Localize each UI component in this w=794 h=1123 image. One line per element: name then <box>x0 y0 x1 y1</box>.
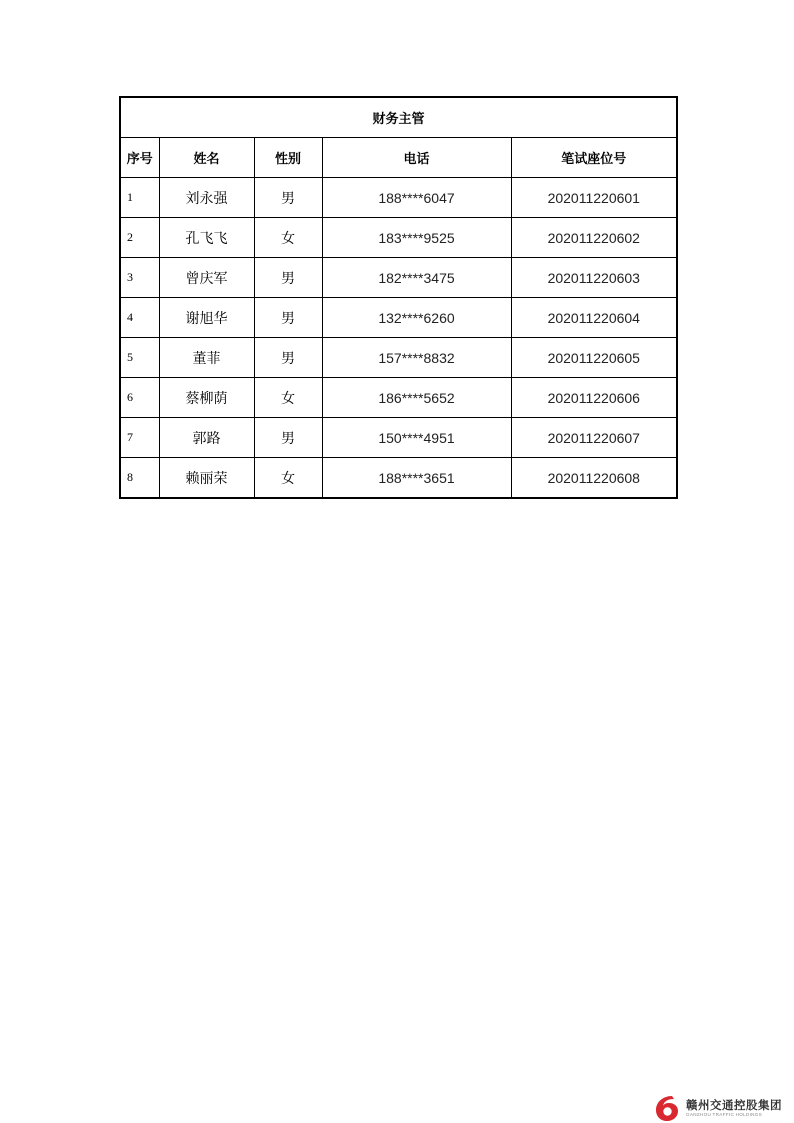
table-title-row <box>120 97 677 138</box>
cell-phone: 150****4951 <box>322 418 511 458</box>
table-row <box>120 378 677 418</box>
company-logo-name: 赣州交通控股集团 <box>686 1098 782 1112</box>
header-name: 姓名 <box>159 138 254 178</box>
cell-phone: 183****9525 <box>322 218 511 258</box>
cell-name: 曾庆军 <box>159 258 254 298</box>
company-logo <box>652 1093 794 1123</box>
cell-index: 5 <box>120 338 159 378</box>
cell-name: 蔡柳荫 <box>159 378 254 418</box>
cell-gender: 女 <box>254 458 322 499</box>
cell-name: 孔飞飞 <box>159 218 254 258</box>
cell-index: 2 <box>120 218 159 258</box>
cell-gender: 男 <box>254 258 322 298</box>
company-logo-icon <box>652 1093 682 1123</box>
cell-seat: 202011220605 <box>511 338 677 378</box>
cell-index: 6 <box>120 378 159 418</box>
table-row <box>120 298 677 338</box>
table-row <box>120 338 677 378</box>
cell-index: 8 <box>120 458 159 499</box>
cell-seat: 202011220607 <box>511 418 677 458</box>
cell-gender: 女 <box>254 218 322 258</box>
cell-phone: 188****6047 <box>322 178 511 218</box>
cell-name: 赖丽荣 <box>159 458 254 499</box>
cell-seat: 202011220601 <box>511 178 677 218</box>
table-row <box>120 258 677 298</box>
cell-gender: 女 <box>254 378 322 418</box>
cell-index: 3 <box>120 258 159 298</box>
cell-phone: 186****5652 <box>322 378 511 418</box>
header-index: 序号 <box>120 138 159 178</box>
cell-phone: 132****6260 <box>322 298 511 338</box>
cell-seat: 202011220602 <box>511 218 677 258</box>
cell-phone: 188****3651 <box>322 458 511 499</box>
cell-name: 董菲 <box>159 338 254 378</box>
table-header-row <box>120 138 677 178</box>
cell-name: 郭路 <box>159 418 254 458</box>
cell-gender: 男 <box>254 298 322 338</box>
table-row <box>120 458 677 499</box>
header-gender: 性别 <box>254 138 322 178</box>
cell-seat: 202011220603 <box>511 258 677 298</box>
cell-name: 刘永强 <box>159 178 254 218</box>
cell-gender: 男 <box>254 418 322 458</box>
cell-index: 1 <box>120 178 159 218</box>
cell-seat: 202011220606 <box>511 378 677 418</box>
table-title: 财务主管 <box>120 97 677 138</box>
company-logo-subtitle: GANZHOU TRAFFIC HOLDINGS <box>686 1112 763 1117</box>
candidate-table <box>119 96 678 499</box>
table-row <box>120 418 677 458</box>
cell-seat: 202011220604 <box>511 298 677 338</box>
cell-seat: 202011220608 <box>511 458 677 499</box>
header-phone: 电话 <box>322 138 511 178</box>
table-row <box>120 218 677 258</box>
cell-index: 7 <box>120 418 159 458</box>
header-seat: 笔试座位号 <box>511 138 677 178</box>
cell-phone: 157****8832 <box>322 338 511 378</box>
table-row <box>120 178 677 218</box>
cell-phone: 182****3475 <box>322 258 511 298</box>
cell-gender: 男 <box>254 338 322 378</box>
cell-gender: 男 <box>254 178 322 218</box>
cell-index: 4 <box>120 298 159 338</box>
cell-name: 谢旭华 <box>159 298 254 338</box>
